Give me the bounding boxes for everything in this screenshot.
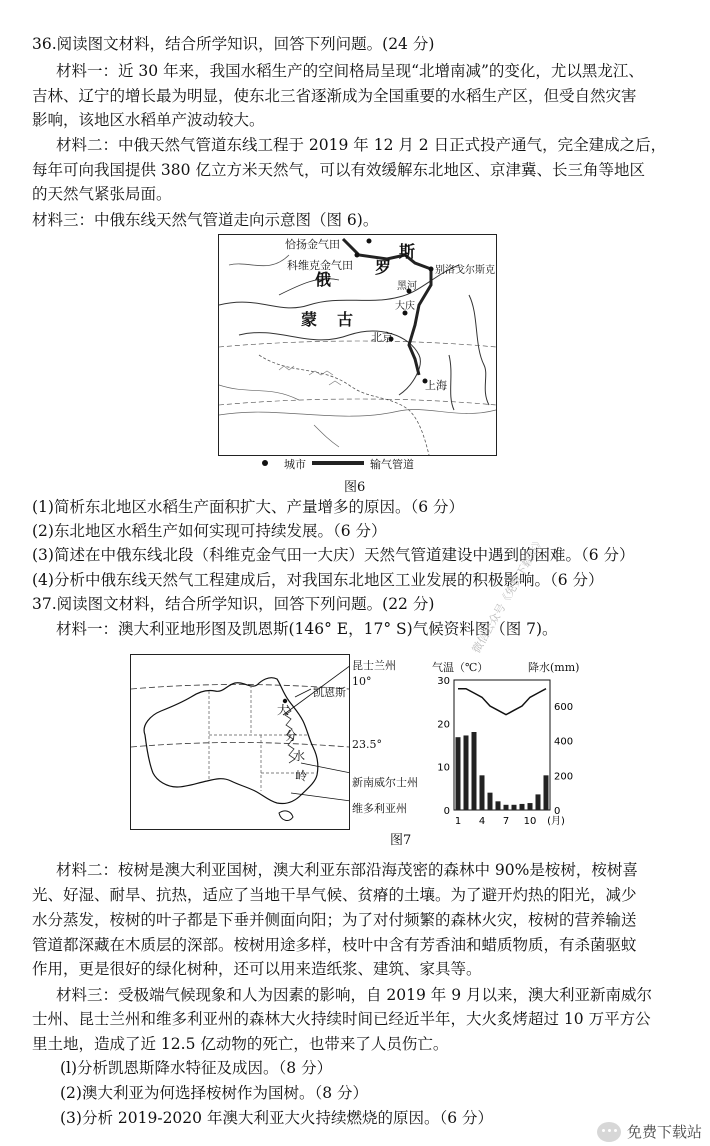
watermark	[597, 1121, 702, 1142]
climate-chart	[430, 672, 580, 842]
watermark-text: 免费下载站	[626, 1123, 702, 1141]
australia-map	[130, 654, 350, 830]
q37-material3-line1: 材料三：受极端气候现象和人为因素的影响，自 2019 年 9 月以来，澳大利亚新南威尔	[56, 986, 653, 1004]
precip-bar-month-12	[544, 775, 549, 810]
label-lat10: 10°	[352, 675, 372, 688]
legend-city-dot	[262, 460, 268, 466]
label-blagoveshchensk: 别洛戈尔斯克	[435, 265, 495, 276]
legend-pipeline-label: 输气管道	[370, 458, 414, 471]
precip-tick-0: 0	[554, 806, 561, 817]
label-cairns: 凯恩斯	[313, 686, 346, 699]
precip-bar-month-7	[504, 805, 509, 810]
precip-bar-month-1	[456, 737, 461, 810]
figure7-caption: 图7	[390, 833, 412, 848]
month-tick-5: (月)	[547, 816, 565, 827]
q37-question-3: (3)分析 2019-2020 年澳大利亚大火持续燃烧的原因。（6 分）	[60, 1109, 493, 1127]
wechat-stamp: 微信公众号《免费下载站》	[469, 534, 547, 656]
month-tick-1: 1	[454, 816, 462, 827]
label-beijing: 北京	[371, 331, 393, 344]
city-blagoveshchensk	[429, 267, 434, 272]
temperature-line	[458, 689, 546, 715]
precip-bar-month-10	[528, 803, 533, 810]
q36-material1-line2: 吉林、辽宁的增长最为明显，使东北三省逐渐成为全国重要的水稻生产区，但受自然灾害	[32, 87, 637, 105]
precip-bar-month-8	[512, 805, 517, 810]
figure6-caption: 图6	[344, 480, 366, 495]
label-shanghai: 上海	[425, 379, 447, 392]
precip-bar-month-6	[496, 801, 501, 810]
precip-bar-month-4	[480, 775, 485, 810]
label-divide-4: 岭	[295, 769, 308, 783]
label-russia-luo: 罗	[375, 258, 392, 277]
legend-pipeline-line	[312, 461, 364, 465]
label-divide-2: 分	[285, 729, 298, 743]
label-chayanda: 恰扬金气田	[285, 238, 340, 251]
temp-tick-0: 0	[443, 806, 450, 817]
temp-axis-label: 气温（℃）	[432, 661, 489, 674]
q37-question-1: (l)分析凯恩斯降水特征及成因。（8 分）	[60, 1059, 333, 1077]
q36-material2-line1: 材料二：中俄天然气管道东线工程于 2019 年 12 月 2 日正式投产通气，完全建成之后，	[56, 136, 667, 154]
precip-bar-month-3	[472, 732, 477, 810]
label-lat235: 23.5°	[352, 738, 382, 751]
precip-tick-600: 600	[554, 702, 574, 713]
australia-map-drawing	[131, 655, 349, 829]
q36-material2-line3: 的天然气紧张局面。	[32, 185, 172, 203]
temp-tick-20: 20	[437, 719, 450, 731]
label-divide-3: 水	[293, 749, 306, 763]
q37-material2-line3: 水分蒸发，桉树的叶子都是下垂并侧面向阳；为了对付频繁的森林火灾，桉树的营养输送	[32, 911, 637, 929]
month-tick-4: 10	[523, 816, 537, 827]
pipeline-map	[218, 234, 497, 456]
q36-material3: 材料三：中俄东线天然气管道走向示意图（图 6)。	[32, 211, 379, 229]
q37-material2-line1: 材料二：桉树是澳大利亚国树，澳大利亚东部沿海茂密的森林中 90%是桉树，桉树喜	[56, 861, 638, 879]
q36-question-3: (3)简述在中俄东线北段（科维克金气田一大庆）天然气管道建设中遇到的困难。（6 分）	[32, 546, 635, 564]
label-daqing: 大庆	[395, 301, 415, 312]
q37-material2-line4: 管道都深藏在木质层的深部。桉树用途多样，枝叶中含有芳香油和蜡质物质，有杀菌驱蚊	[32, 936, 637, 954]
q36-material2-line2: 每年可向我国提供 380 亿立方米天然气，可以有效缓解东北地区、京津冀、长三角等地区	[32, 161, 645, 179]
precip-tick-400: 400	[554, 736, 574, 748]
q37-material3-line3: 里土地，造成了近 12.5 亿动物的死亡，也带来了人员伤亡。	[32, 1035, 449, 1053]
label-nsw: 新南威尔士州	[352, 776, 418, 789]
precip-bar-month-11	[536, 794, 541, 810]
q36-material1-line1: 材料一：近 30 年来，我国水稻生产的空间格局呈现“北增南减”的变化，尤以黑龙江、	[56, 62, 644, 80]
precip-tick-200: 200	[554, 771, 574, 783]
q36-material1-line3: 影响，该地区水稻单产波动较大。	[32, 111, 265, 129]
wechat-icon	[597, 1122, 621, 1142]
q37-material2-line5: 作用，更是很好的绿化树种，还可以用来造纸浆、建筑、家具等。	[32, 960, 482, 978]
label-victoria: 维多利亚州	[352, 802, 407, 815]
legend-city-label: 城市	[284, 458, 306, 471]
q36-question-1: (1)简析东北地区水稻生产面积扩大、产量增多的原因。（6 分）	[32, 498, 464, 516]
city-chayanda	[367, 239, 372, 244]
month-tick-3: 7	[502, 816, 510, 827]
label-russia-e: 俄	[315, 270, 332, 289]
temp-tick-10: 10	[437, 762, 450, 774]
precip-bar-month-5	[488, 793, 493, 810]
q37-material1: 材料一：澳大利亚地形图及凯恩斯(146° E，17° S)气候资料图（图 7)。	[56, 620, 558, 638]
label-mongolia-gu: 古	[337, 310, 354, 329]
precip-bar-month-2	[464, 735, 469, 810]
q36-question-2: (2)东北地区水稻生产如何实现可持续发展。（6 分）	[32, 522, 387, 540]
month-tick-2: 4	[478, 816, 486, 827]
label-mongolia-meng: 蒙	[301, 310, 318, 329]
q37-question-2: (2)澳大利亚为何选择桉树作为国树。（8 分）	[60, 1084, 368, 1102]
label-divide-1: 大	[277, 703, 290, 717]
label-queensland: 昆士兰州	[352, 659, 396, 672]
label-kovykta: 科维克金气田	[287, 259, 353, 272]
city-kovykta	[355, 253, 360, 258]
temp-tick-30: 30	[437, 676, 450, 687]
label-russia-si: 斯	[399, 242, 416, 261]
q37-title: 37.阅读图文材料，结合所学知识，回答下列问题。(22 分)	[32, 595, 435, 613]
q37-material3-line2: 士州、昆士兰州和维多利亚州的森林大火持续时间已经近半年，大火炙烤超过 10 万平方公	[32, 1010, 651, 1028]
q36-question-4: (4)分析中俄东线天然气工程建成后，对我国东北地区工业发展的积极影响。（6 分）	[32, 571, 604, 589]
q36-title: 36.阅读图文材料，结合所学知识，回答下列问题。(24 分)	[32, 35, 435, 53]
q37-material2-line2: 光、好湿、耐旱、抗热，适应了当地干旱气候、贫瘠的土壤。为了避开灼热的阳光，减少	[32, 886, 637, 904]
precip-bar-month-9	[520, 804, 525, 810]
label-heihe: 黑河	[397, 281, 417, 292]
precip-axis-label: 降水(mm)	[528, 661, 580, 674]
